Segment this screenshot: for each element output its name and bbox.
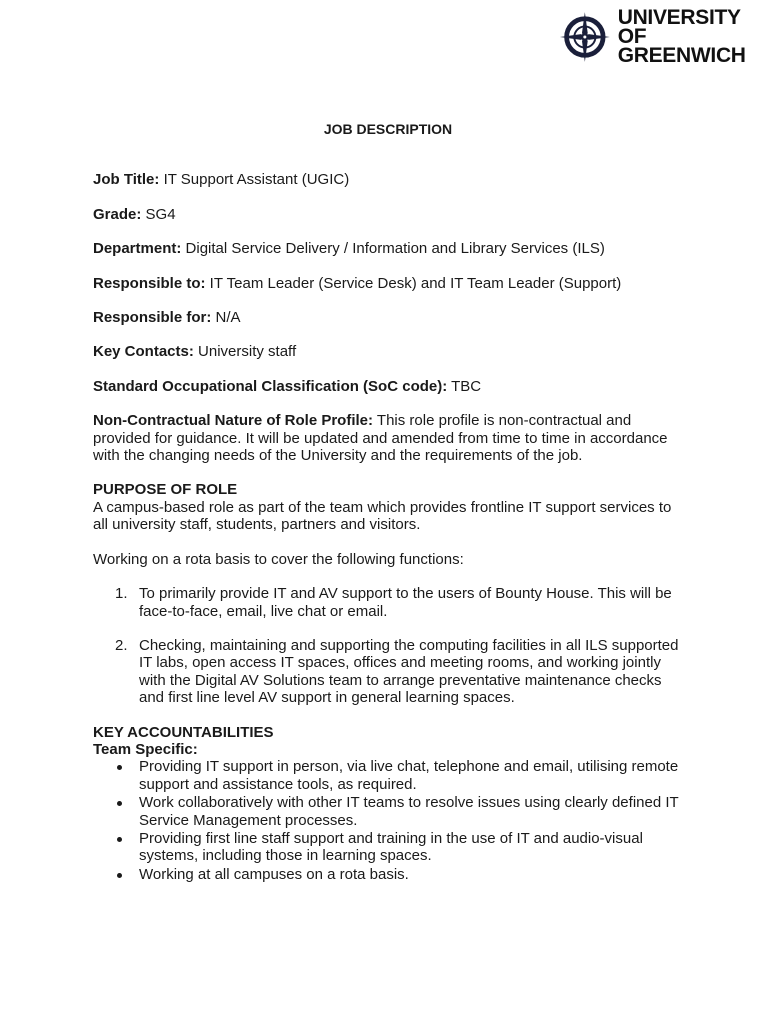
field-label: Standard Occupational Classification (SoC code): xyxy=(93,377,448,395)
field-value: University staff xyxy=(193,343,297,361)
field-value: Digital Service Delivery / Information and Library Services (ILS) xyxy=(181,240,605,258)
logo-line-1: UNIVERSITY OF xyxy=(617,6,741,48)
bullet-icon xyxy=(117,801,122,806)
logo-wordmark xyxy=(618,8,768,65)
list-item xyxy=(93,866,683,883)
list-item xyxy=(93,794,683,829)
field-value: IT Team Leader (Service Desk) and IT Team Leader (Support) xyxy=(205,274,622,292)
field-label: Responsible to: xyxy=(93,274,206,292)
field-department xyxy=(93,240,683,257)
list-number: 2. xyxy=(115,636,128,654)
field-label: Job Title: xyxy=(93,171,160,189)
list-item-text: Checking, maintaining and supporting the computing facilities in all ILS supported IT labs, open access IT spaces, offices and meeting rooms, and working jointly with the Digital AV Solutions team to arrange preventative maintenance checks and first line level AV support in general learning spaces. xyxy=(139,636,679,707)
purpose-heading: PURPOSE OF ROLE xyxy=(93,481,238,499)
list-item xyxy=(93,637,683,707)
bullet-icon xyxy=(117,837,122,842)
functions-list xyxy=(93,585,683,706)
accountabilities-list xyxy=(93,758,683,883)
field-responsible-to xyxy=(93,275,683,292)
document-title: JOB DESCRIPTION xyxy=(323,121,453,137)
field-job-title xyxy=(93,171,683,188)
purpose-text: A campus-based role as part of the team which provides frontline IT support services to all university staff, students, partners and visitors. xyxy=(93,498,672,534)
field-non-contractual xyxy=(93,412,683,464)
field-value: N/A xyxy=(211,309,241,327)
list-item xyxy=(93,585,683,620)
field-responsible-for xyxy=(93,309,683,326)
list-item-text: Working at all campuses on a rota basis. xyxy=(139,865,409,883)
list-item-text: Work collaboratively with other IT teams to resolve issues using clearly defined IT Service Management processes. xyxy=(139,794,679,829)
field-label: Responsible for: xyxy=(93,309,212,327)
list-item-text: To primarily provide IT and AV support to the users of Bounty House. This will be face-to-face, email, live chat or email. xyxy=(139,585,672,620)
list-item xyxy=(93,758,683,793)
rota-intro: Working on a rota basis to cover the following functions: xyxy=(93,550,464,568)
university-crest-icon xyxy=(558,9,612,65)
bullet-icon xyxy=(117,765,122,770)
university-logo xyxy=(558,8,768,65)
field-label: Department: xyxy=(93,240,182,258)
field-grade xyxy=(93,206,683,223)
field-label: Key Contacts: xyxy=(93,343,194,361)
list-number: 1. xyxy=(115,585,128,603)
document-body xyxy=(93,121,683,884)
list-item-text: Providing first line staff support and training in the use of IT and audio-visual systems, including those in learning spaces. xyxy=(139,829,643,865)
bullet-icon xyxy=(117,873,122,878)
field-label: Non-Contractual Nature of Role Profile: xyxy=(93,412,374,430)
field-value: TBC xyxy=(447,377,482,395)
field-value: This role profile is non-contractual and provided for guidance. It will be updated and amended from time to time in accordance with the changing needs of the University and the requirements of the job. xyxy=(93,412,668,465)
list-item-text: Providing IT support in person, via live chat, telephone and email, utilising remote support and assistance tools, as required. xyxy=(139,758,679,793)
logo-line-2: GREENWICH xyxy=(617,44,746,67)
field-value: SG4 xyxy=(141,205,176,223)
accountabilities-heading: KEY ACCOUNTABILITIES xyxy=(93,723,274,741)
team-specific-subheading: Team Specific: xyxy=(93,740,198,758)
field-value: IT Support Assistant (UGIC) xyxy=(159,171,350,189)
field-soc-code xyxy=(93,378,683,395)
list-item xyxy=(93,830,683,865)
field-key-contacts xyxy=(93,343,683,360)
field-label: Grade: xyxy=(93,205,142,223)
